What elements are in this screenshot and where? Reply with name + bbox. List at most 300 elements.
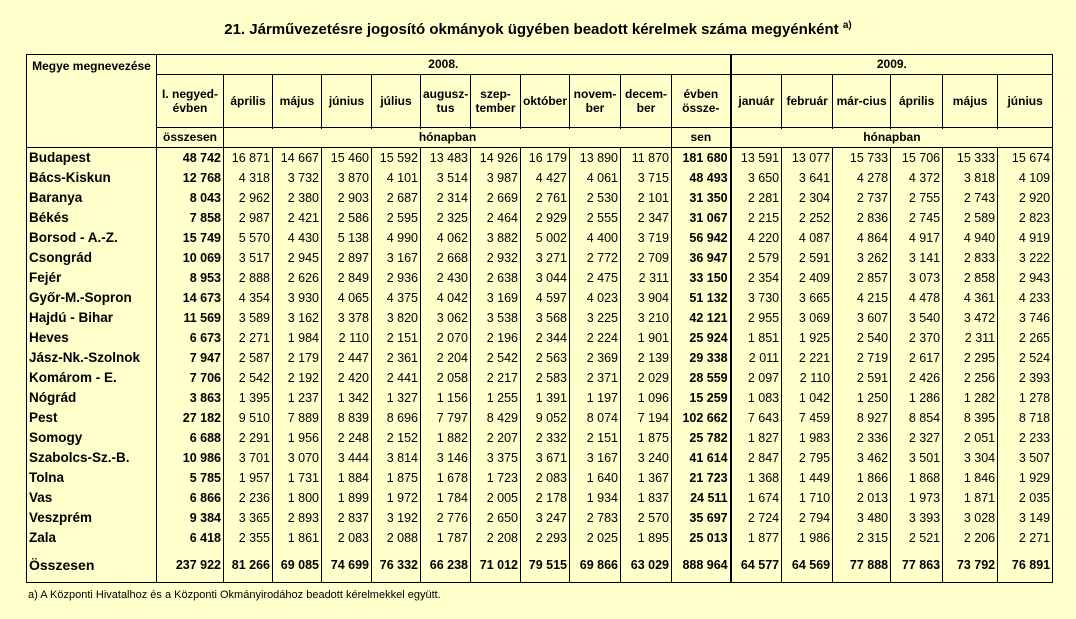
month-2008-value: 16 871 xyxy=(224,148,273,169)
month-2008-value: 4 375 xyxy=(372,288,421,308)
month-2009-value: 2 271 xyxy=(998,528,1053,548)
month-2009-value: 8 927 xyxy=(833,408,891,428)
year-total: 888 964 xyxy=(672,548,731,583)
county-name: Békés xyxy=(27,208,157,228)
month-2009-value: 64 577 xyxy=(731,548,782,583)
month-2008-value: 13 890 xyxy=(570,148,621,169)
month-2009-value: 1 986 xyxy=(782,528,833,548)
month-2008-value: 1 972 xyxy=(372,488,421,508)
month-2008-value: 3 169 xyxy=(471,288,521,308)
month-2009-value: 2 315 xyxy=(833,528,891,548)
month-2008-value: 2 152 xyxy=(372,428,421,448)
month-2009-value: 4 215 xyxy=(833,288,891,308)
year-total: 21 723 xyxy=(672,468,731,488)
month-2008-value: 3 225 xyxy=(570,308,621,328)
month-2009-value: 1 846 xyxy=(943,468,998,488)
month-2009-value: 2 295 xyxy=(943,348,998,368)
month-2008-value: 8 429 xyxy=(471,408,521,428)
month-2008-value: 3 987 xyxy=(471,168,521,188)
month-2009-value: 7 459 xyxy=(782,408,833,428)
year-total: 33 150 xyxy=(672,268,731,288)
month-2009-value: 1 449 xyxy=(782,468,833,488)
month-2009-value: 2 051 xyxy=(943,428,998,448)
month-2008-value: 3 870 xyxy=(322,168,372,188)
month-2009-value: 4 940 xyxy=(943,228,998,248)
month-2009-value: 1 042 xyxy=(782,388,833,408)
month-2009-value: 2 370 xyxy=(891,328,943,348)
q1-total: 11 569 xyxy=(157,308,224,328)
table-row xyxy=(27,488,1053,508)
month-2009-value: 1 278 xyxy=(998,388,1053,408)
month-2009-value: 3 141 xyxy=(891,248,943,268)
month-2009-value: 2 304 xyxy=(782,188,833,208)
month-2008-value: 4 597 xyxy=(521,288,570,308)
month-2009-value: 4 278 xyxy=(833,168,891,188)
month-2008-value: 2 207 xyxy=(471,428,521,448)
month-2009-value: 76 891 xyxy=(998,548,1053,583)
month-2008-value: 3 240 xyxy=(621,448,672,468)
header-month-2009: június xyxy=(998,75,1053,128)
month-2008-value: 1 875 xyxy=(621,428,672,448)
month-2008-value: 1 255 xyxy=(471,388,521,408)
header-month-2008: augusz-tus xyxy=(421,75,471,128)
month-2009-value: 2 110 xyxy=(782,368,833,388)
month-2008-value: 2 151 xyxy=(372,328,421,348)
header-year-2008: 2008. xyxy=(157,55,731,75)
month-2008-value: 2 542 xyxy=(471,348,521,368)
header-month-2008: szep-tember xyxy=(471,75,521,128)
month-2008-value: 2 837 xyxy=(322,508,372,528)
month-2008-value: 2 929 xyxy=(521,208,570,228)
q1-total: 9 384 xyxy=(157,508,224,528)
month-2008-value: 3 517 xyxy=(224,248,273,268)
month-2009-value: 1 929 xyxy=(998,468,1053,488)
month-2008-value: 2 962 xyxy=(224,188,273,208)
q1-total: 7 858 xyxy=(157,208,224,228)
month-2008-value: 2 355 xyxy=(224,528,273,548)
month-2008-value: 79 515 xyxy=(521,548,570,583)
month-2008-value: 2 179 xyxy=(273,348,322,368)
month-2008-value: 2 217 xyxy=(471,368,521,388)
month-2008-value: 14 667 xyxy=(273,148,322,169)
month-2009-value: 2 591 xyxy=(833,368,891,388)
month-2009-value: 2 521 xyxy=(891,528,943,548)
month-2009-value: 77 888 xyxy=(833,548,891,583)
year-total: 36 947 xyxy=(672,248,731,268)
month-2009-value: 2 589 xyxy=(943,208,998,228)
table-row xyxy=(27,228,1053,248)
county-name: Tolna xyxy=(27,468,157,488)
q1-total: 10 069 xyxy=(157,248,224,268)
month-2008-value: 2 421 xyxy=(273,208,322,228)
month-2008-value: 2 025 xyxy=(570,528,621,548)
q1-total: 15 749 xyxy=(157,228,224,248)
month-2008-value: 1 901 xyxy=(621,328,672,348)
county-name: Borsod - A.-Z. xyxy=(27,228,157,248)
month-2009-value: 2 847 xyxy=(731,448,782,468)
month-2009-value: 3 730 xyxy=(731,288,782,308)
county-name: Bács-Kiskun xyxy=(27,168,157,188)
month-2009-value: 2 426 xyxy=(891,368,943,388)
month-2008-value: 2 311 xyxy=(621,268,672,288)
month-2009-value: 3 480 xyxy=(833,508,891,528)
table-row xyxy=(27,308,1053,328)
month-2009-value: 2 857 xyxy=(833,268,891,288)
month-2009-value: 1 368 xyxy=(731,468,782,488)
q1-total: 14 673 xyxy=(157,288,224,308)
month-2008-value: 2 314 xyxy=(421,188,471,208)
header-month-2008: október xyxy=(521,75,570,128)
month-2008-value: 5 002 xyxy=(521,228,570,248)
year-total: 48 493 xyxy=(672,168,731,188)
month-2008-value: 1 197 xyxy=(570,388,621,408)
month-2008-value: 2 849 xyxy=(322,268,372,288)
month-2009-value: 3 393 xyxy=(891,508,943,528)
table-row xyxy=(27,448,1053,468)
month-2008-value: 2 369 xyxy=(570,348,621,368)
month-2008-value: 2 192 xyxy=(273,368,322,388)
q1-total: 6 418 xyxy=(157,528,224,548)
month-2009-value: 3 149 xyxy=(998,508,1053,528)
table-header xyxy=(27,55,1053,148)
month-2009-value: 2 327 xyxy=(891,428,943,448)
header-month-2009: május xyxy=(943,75,998,128)
month-2009-value: 3 641 xyxy=(782,168,833,188)
month-2009-value: 2 795 xyxy=(782,448,833,468)
month-2008-value: 1 784 xyxy=(421,488,471,508)
table-row xyxy=(27,408,1053,428)
month-2009-value: 2 393 xyxy=(998,368,1053,388)
q1-total: 3 863 xyxy=(157,388,224,408)
header-month-2008: május xyxy=(273,75,322,128)
year-total: 25 782 xyxy=(672,428,731,448)
month-2009-value: 1 871 xyxy=(943,488,998,508)
month-2008-value: 2 441 xyxy=(372,368,421,388)
title-text: 21. Járművezetésre jogosító okmányok ügyében beadott kérelmek száma megyénként xyxy=(224,21,839,38)
county-name: Heves xyxy=(27,328,157,348)
month-2008-value: 2 430 xyxy=(421,268,471,288)
month-2009-value: 13 591 xyxy=(731,148,782,169)
header-honapban-2008: hónapban xyxy=(224,128,672,148)
month-2008-value: 1 237 xyxy=(273,388,322,408)
table-row xyxy=(27,188,1053,208)
month-2008-value: 2 420 xyxy=(322,368,372,388)
month-2008-value: 66 238 xyxy=(421,548,471,583)
month-2008-value: 2 447 xyxy=(322,348,372,368)
month-2008-value: 3 882 xyxy=(471,228,521,248)
q1-total: 237 922 xyxy=(157,548,224,583)
month-2008-value: 2 070 xyxy=(421,328,471,348)
month-2008-value: 76 332 xyxy=(372,548,421,583)
month-2008-value: 69 085 xyxy=(273,548,322,583)
month-2009-value: 2 955 xyxy=(731,308,782,328)
month-2008-value: 4 065 xyxy=(322,288,372,308)
month-2008-value: 1 723 xyxy=(471,468,521,488)
month-2008-value: 3 701 xyxy=(224,448,273,468)
month-2008-value: 3 062 xyxy=(421,308,471,328)
month-2008-value: 1 861 xyxy=(273,528,322,548)
month-2009-value: 2 540 xyxy=(833,328,891,348)
month-2008-value: 2 587 xyxy=(224,348,273,368)
month-2008-value: 3 167 xyxy=(570,448,621,468)
year-total: 24 511 xyxy=(672,488,731,508)
table-row xyxy=(27,248,1053,268)
month-2008-value: 1 156 xyxy=(421,388,471,408)
month-2009-value: 2 206 xyxy=(943,528,998,548)
month-2009-value: 4 361 xyxy=(943,288,998,308)
data-table xyxy=(26,54,1053,583)
month-2009-value: 8 718 xyxy=(998,408,1053,428)
month-2008-value: 5 570 xyxy=(224,228,273,248)
month-2008-value: 2 570 xyxy=(621,508,672,528)
month-2008-value: 3 930 xyxy=(273,288,322,308)
month-2008-value: 2 005 xyxy=(471,488,521,508)
month-2009-value: 4 233 xyxy=(998,288,1053,308)
table-title xyxy=(0,20,1076,38)
month-2009-value: 1 868 xyxy=(891,468,943,488)
month-2008-value: 2 236 xyxy=(224,488,273,508)
month-2009-value: 1 083 xyxy=(731,388,782,408)
header-month-2008: június xyxy=(322,75,372,128)
year-total: 51 132 xyxy=(672,288,731,308)
month-2008-value: 13 483 xyxy=(421,148,471,169)
month-2008-value: 2 101 xyxy=(621,188,672,208)
month-2009-value: 1 827 xyxy=(731,428,782,448)
table-row xyxy=(27,428,1053,448)
month-2009-value: 2 011 xyxy=(731,348,782,368)
year-total: 102 662 xyxy=(672,408,731,428)
month-2008-value: 1 327 xyxy=(372,388,421,408)
month-2008-value: 1 837 xyxy=(621,488,672,508)
month-2009-value: 2 591 xyxy=(782,248,833,268)
month-2008-value: 2 344 xyxy=(521,328,570,348)
county-name: Somogy xyxy=(27,428,157,448)
month-2008-value: 2 761 xyxy=(521,188,570,208)
month-2008-value: 3 271 xyxy=(521,248,570,268)
month-2008-value: 71 012 xyxy=(471,548,521,583)
month-2008-value: 2 208 xyxy=(471,528,521,548)
month-2009-value: 2 617 xyxy=(891,348,943,368)
month-2008-value: 2 563 xyxy=(521,348,570,368)
month-2008-value: 15 460 xyxy=(322,148,372,169)
month-2008-value: 2 932 xyxy=(471,248,521,268)
header-evben: évben össze- xyxy=(672,75,731,128)
month-2009-value: 4 372 xyxy=(891,168,943,188)
month-2009-value: 3 462 xyxy=(833,448,891,468)
month-2009-value: 2 836 xyxy=(833,208,891,228)
month-2008-value: 7 889 xyxy=(273,408,322,428)
year-total: 28 559 xyxy=(672,368,731,388)
month-2009-value: 3 650 xyxy=(731,168,782,188)
month-2009-value: 2 833 xyxy=(943,248,998,268)
month-2009-value: 1 674 xyxy=(731,488,782,508)
month-2008-value: 3 146 xyxy=(421,448,471,468)
month-2009-value: 3 472 xyxy=(943,308,998,328)
month-2009-value: 2 524 xyxy=(998,348,1053,368)
county-name: Szabolcs-Sz.-B. xyxy=(27,448,157,468)
month-2008-value: 2 595 xyxy=(372,208,421,228)
month-2009-value: 3 818 xyxy=(943,168,998,188)
month-2009-value: 77 863 xyxy=(891,548,943,583)
month-2008-value: 3 044 xyxy=(521,268,570,288)
month-2008-value: 2 371 xyxy=(570,368,621,388)
header-month-2008: decem-ber xyxy=(621,75,672,128)
year-total: 29 338 xyxy=(672,348,731,368)
month-2008-value: 2 888 xyxy=(224,268,273,288)
year-total: 56 942 xyxy=(672,228,731,248)
month-2009-value: 7 643 xyxy=(731,408,782,428)
month-2008-value: 3 538 xyxy=(471,308,521,328)
month-2008-value: 3 568 xyxy=(521,308,570,328)
county-name: Csongrád xyxy=(27,248,157,268)
month-2009-value: 1 866 xyxy=(833,468,891,488)
month-2008-value: 4 023 xyxy=(570,288,621,308)
month-2008-value: 3 378 xyxy=(322,308,372,328)
county-name: Budapest xyxy=(27,148,157,169)
month-2009-value: 4 220 xyxy=(731,228,782,248)
month-2008-value: 3 732 xyxy=(273,168,322,188)
month-2008-value: 3 070 xyxy=(273,448,322,468)
q1-total: 7 706 xyxy=(157,368,224,388)
month-2008-value: 2 088 xyxy=(372,528,421,548)
month-2009-value: 2 354 xyxy=(731,268,782,288)
footnote: a) A Központi Hivatalhoz és a Központi Okmányirodához beadott kérelmekkel együtt. xyxy=(28,589,441,601)
month-2009-value: 2 013 xyxy=(833,488,891,508)
month-2008-value: 1 678 xyxy=(421,468,471,488)
month-2009-value: 2 943 xyxy=(998,268,1053,288)
table-row xyxy=(27,508,1053,528)
month-2009-value: 13 077 xyxy=(782,148,833,169)
month-2009-value: 1 983 xyxy=(782,428,833,448)
month-2008-value: 2 650 xyxy=(471,508,521,528)
year-total: 31 350 xyxy=(672,188,731,208)
header-year-2009: 2009. xyxy=(731,55,1053,75)
month-2008-value: 2 248 xyxy=(322,428,372,448)
month-2009-value: 2 097 xyxy=(731,368,782,388)
table-row xyxy=(27,168,1053,188)
month-2008-value: 1 956 xyxy=(273,428,322,448)
month-2008-value: 2 464 xyxy=(471,208,521,228)
month-2008-value: 1 395 xyxy=(224,388,273,408)
month-2009-value: 3 262 xyxy=(833,248,891,268)
month-2008-value: 2 669 xyxy=(471,188,521,208)
month-2008-value: 63 029 xyxy=(621,548,672,583)
month-2008-value: 2 291 xyxy=(224,428,273,448)
month-2009-value: 1 851 xyxy=(731,328,782,348)
month-2008-value: 2 542 xyxy=(224,368,273,388)
county-name: Összesen xyxy=(27,548,157,583)
month-2008-value: 2 332 xyxy=(521,428,570,448)
month-2009-value: 2 719 xyxy=(833,348,891,368)
county-name: Nógrád xyxy=(27,388,157,408)
month-2008-value: 11 870 xyxy=(621,148,672,169)
month-2008-value: 2 139 xyxy=(621,348,672,368)
title-footnote-mark: a) xyxy=(842,20,852,31)
month-2008-value: 2 987 xyxy=(224,208,273,228)
q1-total: 6 673 xyxy=(157,328,224,348)
year-total: 35 697 xyxy=(672,508,731,528)
month-2009-value: 1 710 xyxy=(782,488,833,508)
month-2008-value: 81 266 xyxy=(224,548,273,583)
q1-total: 12 768 xyxy=(157,168,224,188)
header-month-2009: április xyxy=(891,75,943,128)
county-name: Fejér xyxy=(27,268,157,288)
month-2009-value: 2 336 xyxy=(833,428,891,448)
year-total: 42 121 xyxy=(672,308,731,328)
month-2008-value: 15 592 xyxy=(372,148,421,169)
header-month-2009: február xyxy=(782,75,833,128)
month-2008-value: 2 638 xyxy=(471,268,521,288)
month-2009-value: 3 607 xyxy=(833,308,891,328)
county-name: Győr-M.-Sopron xyxy=(27,288,157,308)
month-2008-value: 2 668 xyxy=(421,248,471,268)
month-2009-value: 15 674 xyxy=(998,148,1053,169)
table-row xyxy=(27,148,1053,169)
month-2008-value: 2 626 xyxy=(273,268,322,288)
month-2008-value: 1 367 xyxy=(621,468,672,488)
month-2008-value: 1 096 xyxy=(621,388,672,408)
year-total: 25 924 xyxy=(672,328,731,348)
month-2008-value: 1 731 xyxy=(273,468,322,488)
table-row xyxy=(27,368,1053,388)
header-month-2009: már-cius xyxy=(833,75,891,128)
month-2009-value: 15 706 xyxy=(891,148,943,169)
month-2009-value: 2 311 xyxy=(943,328,998,348)
year-total: 41 614 xyxy=(672,448,731,468)
month-2009-value: 2 265 xyxy=(998,328,1053,348)
header-month-2009: január xyxy=(731,75,782,128)
month-2008-value: 3 820 xyxy=(372,308,421,328)
q1-total: 5 785 xyxy=(157,468,224,488)
month-2008-value: 3 162 xyxy=(273,308,322,328)
month-2008-value: 1 884 xyxy=(322,468,372,488)
month-2009-value: 8 395 xyxy=(943,408,998,428)
month-2008-value: 69 866 xyxy=(570,548,621,583)
table-row xyxy=(27,468,1053,488)
total-row xyxy=(27,548,1053,583)
month-2009-value: 2 579 xyxy=(731,248,782,268)
month-2008-value: 2 083 xyxy=(322,528,372,548)
month-2009-value: 2 256 xyxy=(943,368,998,388)
month-2009-value: 2 823 xyxy=(998,208,1053,228)
q1-total: 48 742 xyxy=(157,148,224,169)
header-q1: I. negyed-évben xyxy=(157,75,224,128)
month-2009-value: 4 864 xyxy=(833,228,891,248)
header-megye: Megye megnevezése xyxy=(27,55,157,148)
month-2008-value: 2 583 xyxy=(521,368,570,388)
table-row xyxy=(27,208,1053,228)
county-name: Vas xyxy=(27,488,157,508)
month-2008-value: 2 586 xyxy=(322,208,372,228)
month-2008-value: 3 444 xyxy=(322,448,372,468)
month-2009-value: 2 745 xyxy=(891,208,943,228)
table-row xyxy=(27,348,1053,368)
month-2008-value: 4 061 xyxy=(570,168,621,188)
month-2008-value: 2 903 xyxy=(322,188,372,208)
month-2009-value: 3 540 xyxy=(891,308,943,328)
month-2009-value: 2 724 xyxy=(731,508,782,528)
month-2009-value: 1 286 xyxy=(891,388,943,408)
month-2009-value: 2 281 xyxy=(731,188,782,208)
month-2008-value: 1 984 xyxy=(273,328,322,348)
month-2008-value: 1 957 xyxy=(224,468,273,488)
month-2008-value: 3 247 xyxy=(521,508,570,528)
month-2009-value: 1 925 xyxy=(782,328,833,348)
month-2009-value: 3 028 xyxy=(943,508,998,528)
month-2008-value: 2 555 xyxy=(570,208,621,228)
month-2008-value: 4 101 xyxy=(372,168,421,188)
month-2009-value: 2 743 xyxy=(943,188,998,208)
